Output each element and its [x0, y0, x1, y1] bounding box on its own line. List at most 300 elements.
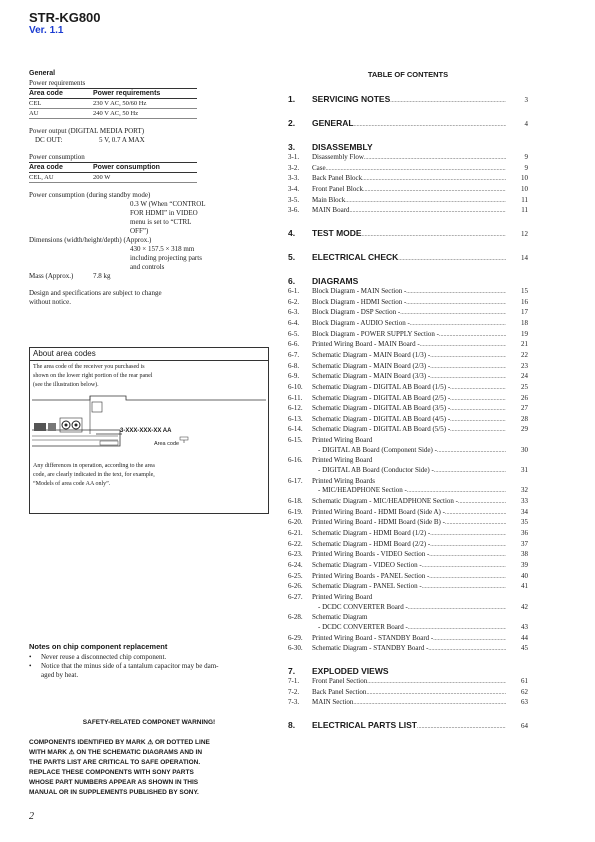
toc-chapter-link[interactable]	[288, 665, 528, 677]
toc-item-link[interactable]	[288, 644, 528, 655]
dot-leader	[326, 165, 506, 175]
toc-body	[288, 81, 528, 733]
toc-item-link[interactable]	[288, 677, 528, 688]
toc-item-link[interactable]	[288, 436, 528, 446]
item-title: Schematic Diagram - MAIN Board (3/3) -	[312, 372, 431, 381]
item-page: 17	[521, 308, 528, 317]
item-title: Disassembly Flow	[312, 153, 364, 161]
item-number: 6-9.	[288, 372, 300, 381]
dot-leader	[408, 624, 506, 634]
dot-leader	[406, 288, 506, 298]
chapter-number: 3.	[288, 142, 296, 152]
item-number: 6-20.	[288, 518, 303, 527]
toc-item-link[interactable]	[288, 550, 528, 561]
toc-item-link[interactable]	[288, 164, 528, 175]
toc-chapter-link[interactable]	[288, 141, 528, 153]
design-notice	[29, 289, 269, 307]
item-page: 43	[521, 622, 528, 631]
dot-leader	[450, 426, 506, 436]
mass-value: 7.8 kg	[93, 272, 111, 280]
dot-leader	[398, 253, 506, 265]
dot-leader	[430, 541, 506, 551]
text-line: code, are clearly indicated in the text, for example,	[33, 472, 155, 478]
item-number: 7-3.	[288, 698, 300, 707]
bullet-icon: •	[29, 653, 32, 661]
dot-leader	[430, 373, 506, 383]
column-header: Power requirements	[93, 89, 197, 99]
text-line: The area code of the receiver you purchased is	[33, 364, 145, 370]
item-page: 28	[521, 414, 528, 423]
dot-leader	[390, 95, 506, 107]
dot-leader	[364, 154, 506, 164]
rear-panel-drawing	[30, 390, 268, 460]
chapter-title: DIAGRAMS	[312, 275, 359, 286]
dot-leader	[445, 519, 506, 529]
item-title: Schematic Diagram - HDMI Board (1/2) -	[312, 529, 431, 538]
dot-leader	[422, 562, 506, 572]
item-number: 6-16.	[288, 456, 303, 465]
toc-item-link[interactable]	[288, 456, 528, 466]
toc-chapter-link[interactable]	[288, 251, 528, 265]
item-title: - DCDC CONVERTER Board -	[318, 622, 408, 631]
dot-leader	[450, 395, 506, 405]
text-line: WHOSE PART NUMBERS APPEAR AS SHOWN IN THIS	[29, 779, 199, 786]
item-title: Schematic Diagram - DIGITAL AB Board (5/5) -	[312, 425, 451, 434]
item-title: Schematic Diagram - PANEL Section -	[312, 582, 422, 591]
dot-leader	[362, 175, 506, 185]
chapter-page: 4	[524, 120, 528, 128]
dot-leader	[450, 384, 506, 394]
toc-item-link[interactable]	[288, 287, 528, 298]
bullet-icon: •	[29, 662, 32, 670]
item-page: 42	[521, 602, 528, 611]
standby-value	[29, 200, 269, 236]
item-number: 6-15.	[288, 436, 303, 445]
dc-out-value: 5 V, 0.7 A MAX	[99, 136, 145, 144]
power-requirements-table	[29, 88, 197, 119]
column-header: Area code	[29, 89, 93, 99]
chapter-page: 3	[524, 96, 528, 104]
chapter-title: ELECTRICAL CHECK	[312, 251, 399, 262]
item-number: 6-28.	[288, 613, 303, 622]
item-title: Schematic Diagram - DIGITAL AB Board (2/5) -	[312, 393, 451, 402]
dot-leader	[430, 352, 506, 362]
chapter-number: 6.	[288, 275, 296, 286]
toc-item-link[interactable]	[288, 330, 528, 341]
dot-leader	[362, 229, 506, 241]
toc-item-link[interactable]	[288, 497, 528, 508]
list-item	[29, 653, 269, 662]
chapter-page: 64	[521, 721, 528, 730]
dot-leader	[350, 207, 506, 217]
dimensions-label: Dimensions (width/height/depth) (Approx.)	[29, 236, 152, 244]
toc-item-link[interactable]	[288, 593, 528, 603]
item-page: 61	[521, 676, 528, 685]
mass-label: Mass (Approx.)	[29, 272, 74, 280]
item-page: 33	[521, 497, 528, 506]
toc-item-link[interactable]	[288, 174, 528, 185]
item-page: 10	[521, 184, 528, 193]
item-title: Schematic Diagram - DIGITAL AB Board (1/5) -	[312, 382, 451, 391]
safety-warning	[29, 718, 269, 798]
item-title: Printed Wiring Board - HDMI Board (Side A) -	[312, 507, 445, 516]
item-title: Printed Wiring Board - STANDBY Board -	[312, 633, 434, 642]
table-row	[29, 173, 197, 183]
item-page: 34	[521, 507, 528, 516]
item-number: 3-2.	[288, 163, 300, 172]
item-title: Block Diagram - DSP Section -	[312, 308, 401, 317]
toc-item-link[interactable]	[288, 446, 528, 457]
area-codes-outro	[30, 460, 268, 489]
item-page: 19	[521, 329, 528, 338]
item-title: Block Diagram - MAIN Section -	[312, 286, 407, 295]
toc-item-link[interactable]	[288, 153, 528, 164]
item-number: 6-11.	[288, 393, 303, 402]
item-number: 6-22.	[288, 539, 303, 548]
text-line: and controls	[130, 263, 165, 271]
item-title: Printed Wiring Board - HDMI Board (Side B) -	[312, 518, 445, 527]
item-number: 6-10.	[288, 382, 303, 391]
text-line: (see the illustration below).	[33, 382, 99, 388]
item-title: Schematic Diagram - DIGITAL AB Board (3/5) -	[312, 404, 451, 413]
toc-item-link[interactable]	[288, 319, 528, 330]
item-title: MAIN Section	[312, 698, 354, 707]
dot-leader	[458, 498, 506, 508]
chapter-page: 14	[521, 253, 528, 262]
area-codes-box	[29, 347, 269, 514]
toc-item-link[interactable]	[288, 351, 528, 362]
toc-item-link[interactable]	[288, 466, 528, 477]
chapter-title: TEST MODE	[312, 227, 362, 238]
item-number: 6-8.	[288, 361, 300, 370]
toc-item-link[interactable]	[288, 698, 528, 709]
column-header: Power consumption	[93, 163, 197, 173]
text-line: menu is set to “CTRL	[130, 218, 192, 226]
item-title: Schematic Diagram - STANDBY Board -	[312, 644, 429, 653]
item-number: 6-29.	[288, 633, 303, 642]
item-number: 6-3.	[288, 308, 300, 317]
item-number: 6-30.	[288, 644, 303, 653]
toc-item-link[interactable]	[288, 206, 528, 217]
text-line: 430 × 157.5 × 318 mm	[130, 245, 195, 253]
toc-chapter-link[interactable]	[288, 275, 528, 287]
text-line: Notice that the minus side of a tantalum capacitor may be dam-	[41, 662, 219, 670]
chapter-number: 2.	[288, 118, 296, 128]
version-label: Ver. 1.1	[29, 25, 64, 36]
toc-chapter-link[interactable]	[288, 719, 528, 733]
item-title: Front Panel Block	[312, 184, 363, 193]
toc-item-link[interactable]	[288, 308, 528, 319]
table-cell: 240 V AC, 50 Hz	[93, 109, 197, 119]
item-title: Printed Wiring Board	[312, 436, 373, 445]
dot-leader	[410, 320, 506, 330]
dot-leader	[450, 416, 506, 426]
item-page: 22	[521, 350, 528, 359]
area-code-example: 3-XXX-XXX-XX AA	[120, 428, 172, 434]
dot-leader	[420, 341, 506, 351]
item-number: 7-1.	[288, 676, 300, 685]
item-page: 16	[521, 297, 528, 306]
text-line: MANUAL OR IN SUPPLEMENTS PUBLISHED BY SONY.	[29, 789, 199, 796]
chip-notes-heading: Notes on chip component replacement	[29, 642, 168, 651]
item-page: 37	[521, 539, 528, 548]
item-page: 45	[521, 644, 528, 653]
toc-item-link[interactable]	[288, 477, 528, 487]
chapter-number: 1.	[288, 94, 296, 104]
item-title: Printed Wiring Boards - PANEL Section -	[312, 571, 430, 580]
power-output-label: Power output (DIGITAL MEDIA PORT)	[29, 127, 145, 135]
toc-item-link[interactable]	[288, 196, 528, 207]
item-title: Front Panel Section	[312, 676, 368, 685]
toc-item-link[interactable]	[288, 572, 528, 583]
chapter-number: 5.	[288, 251, 296, 262]
text-line: COMPONENTS IDENTIFIED BY MARK ⚠ OR DOTTED LINE	[29, 739, 210, 746]
table-row	[29, 109, 197, 119]
item-number: 7-2.	[288, 687, 300, 696]
toc-item-link[interactable]	[288, 582, 528, 593]
dc-out-label: DC OUT:	[35, 136, 63, 144]
item-number: 6-26.	[288, 582, 303, 591]
dot-leader	[345, 197, 506, 207]
power-requirements-label: Power requirements	[29, 79, 86, 87]
item-number: 6-13.	[288, 414, 303, 423]
dot-leader	[407, 487, 506, 497]
item-page: 39	[521, 561, 528, 569]
item-page: 62	[521, 687, 528, 696]
dot-leader	[363, 186, 506, 196]
toc-item-link[interactable]	[288, 623, 528, 634]
text-line: “Models of area code AA only”.	[33, 481, 111, 487]
rear-panel-illustration	[30, 390, 268, 460]
text-line: including projecting parts	[130, 254, 202, 262]
chapter-number: 8.	[288, 719, 296, 730]
dot-leader	[430, 363, 506, 373]
toc-item-link[interactable]	[288, 561, 528, 572]
item-title: - DCDC CONVERTER Board -	[318, 602, 408, 611]
item-page: 10	[521, 174, 528, 183]
item-page: 27	[521, 404, 528, 413]
toc-item-link[interactable]	[288, 540, 528, 551]
dot-leader	[439, 331, 506, 341]
table-of-contents	[288, 69, 528, 733]
item-title: Schematic Diagram - MIC/HEADPHONE Section -	[312, 497, 458, 506]
toc-item-link[interactable]	[288, 518, 528, 529]
item-title: - MIC/HEADPHONE Section -	[318, 486, 407, 495]
text-line: Design and specifications are subject to change	[29, 289, 162, 297]
power-consumption-label: Power consumption	[29, 153, 85, 161]
toc-item-link[interactable]	[288, 383, 528, 394]
power-consumption-table	[29, 162, 197, 183]
dot-leader	[430, 530, 506, 540]
item-page: 11	[521, 206, 528, 215]
toc-item-link[interactable]	[288, 394, 528, 405]
toc-item-link[interactable]	[288, 603, 528, 614]
item-page: 9	[524, 153, 528, 161]
item-page: 23	[521, 361, 528, 370]
item-page: 44	[521, 633, 528, 642]
item-title: Block Diagram - AUDIO Section -	[312, 318, 410, 327]
table-cell: 200 W	[93, 173, 197, 183]
text-line: REPLACE THESE COMPONENTS WITH SONY PARTS	[29, 769, 194, 776]
item-page: 15	[521, 286, 528, 295]
toc-item-link[interactable]	[288, 634, 528, 645]
item-title: Block Diagram - HDMI Section -	[312, 297, 407, 306]
item-title: Block Diagram - POWER SUPPLY Section -	[312, 329, 439, 338]
item-number: 6-27.	[288, 592, 303, 601]
item-number: 6-24.	[288, 561, 303, 569]
model-name: STR-KG800	[29, 10, 101, 25]
dot-leader	[429, 551, 506, 561]
item-number: 3-3.	[288, 174, 300, 183]
dot-leader	[400, 309, 506, 319]
document-header	[29, 11, 101, 37]
chapter-title: ELECTRICAL PARTS LIST	[312, 719, 417, 730]
item-title: Printed Wiring Board - MAIN Board -	[312, 340, 420, 349]
text-line: shown on the lower right portion of the rear panel	[33, 373, 153, 379]
item-page: 41	[521, 582, 528, 591]
area-code-label: Area code	[154, 441, 180, 447]
dot-leader	[445, 509, 506, 519]
dot-leader	[367, 678, 506, 688]
item-page: 35	[521, 518, 528, 527]
general-specifications	[29, 69, 269, 307]
area-codes-title: About area codes	[30, 348, 268, 361]
item-page: 40	[521, 571, 528, 580]
dot-leader	[406, 299, 506, 309]
item-title: Back Panel Block	[312, 174, 363, 183]
toc-chapter-link[interactable]	[288, 117, 528, 131]
item-title: Printed Wiring Boards	[312, 476, 375, 485]
toc-item-link[interactable]	[288, 415, 528, 426]
toc-item-link[interactable]	[288, 529, 528, 540]
item-page: 24	[521, 372, 528, 381]
area-codes-intro	[30, 361, 268, 390]
item-number: 6-5.	[288, 329, 300, 338]
item-number: 3-1.	[288, 153, 300, 161]
toc-item-link[interactable]	[288, 425, 528, 436]
item-number: 6-23.	[288, 550, 303, 559]
chapter-title: SERVICING NOTES	[312, 94, 391, 104]
item-page: 9	[524, 163, 528, 172]
chapter-page: 12	[521, 229, 528, 238]
item-number: 6-21.	[288, 529, 303, 538]
item-title: Schematic Diagram - DIGITAL AB Board (4/5) -	[312, 414, 451, 423]
text-line: WITH MARK ⚠ ON THE SCHEMATIC DIAGRAMS AND IN	[29, 749, 203, 756]
item-title: Schematic Diagram - VIDEO Section -	[312, 561, 422, 569]
table-header-row	[29, 89, 197, 99]
item-page: 11	[521, 195, 528, 204]
table-header-row	[29, 163, 197, 173]
table-cell: CEL	[29, 99, 93, 109]
item-title: Schematic Diagram	[312, 613, 368, 622]
list-item	[29, 662, 269, 680]
item-title: Case	[312, 163, 326, 172]
item-page: 29	[521, 425, 528, 434]
item-title: MAIN Board	[312, 206, 350, 215]
dot-leader	[366, 689, 506, 699]
toc-chapter-link[interactable]	[288, 93, 528, 107]
dot-leader	[354, 119, 506, 131]
dot-leader	[408, 604, 506, 614]
column-header: Area code	[29, 163, 93, 173]
text-line: without notice.	[29, 298, 71, 306]
toc-item-link[interactable]	[288, 372, 528, 383]
dot-leader	[437, 447, 506, 457]
dot-leader	[428, 645, 506, 655]
text-line: THE PARTS LIST ARE CRITICAL TO SAFE OPERATION.	[29, 759, 201, 766]
item-page: 38	[521, 550, 528, 559]
table-cell: AU	[29, 109, 93, 119]
text-line: OFF”)	[130, 227, 149, 235]
item-title: - DIGITAL AB Board (Conductor Side) -	[318, 466, 434, 475]
toc-item-link[interactable]	[288, 613, 528, 623]
safety-heading: SAFETY-RELATED COMPONET WARNING!	[82, 719, 216, 726]
item-number: 6-4.	[288, 318, 300, 327]
dimensions-value	[29, 245, 269, 272]
chapter-number: 7.	[288, 665, 296, 676]
dot-leader	[429, 573, 506, 583]
item-page: 36	[521, 529, 528, 538]
item-title: Schematic Diagram - HDMI Board (2/2) -	[312, 539, 431, 548]
toc-item-link[interactable]	[288, 486, 528, 497]
table-row	[29, 99, 197, 109]
toc-item-link[interactable]	[288, 340, 528, 351]
item-title: Main Block	[312, 195, 346, 204]
item-number: 3-6.	[288, 206, 300, 215]
toc-item-link[interactable]	[288, 362, 528, 373]
dot-leader	[417, 721, 506, 733]
item-title: Printed Wiring Board	[312, 456, 373, 465]
toc-item-link[interactable]	[288, 688, 528, 699]
toc-item-link[interactable]	[288, 404, 528, 415]
chapter-title: GENERAL	[312, 118, 354, 128]
dc-out-row	[29, 136, 269, 145]
item-page: 30	[521, 445, 528, 454]
toc-item-link[interactable]	[288, 298, 528, 309]
item-number: 6-25.	[288, 571, 303, 580]
toc-item-link[interactable]	[288, 185, 528, 196]
item-title: Printed Wiring Boards - VIDEO Section -	[312, 550, 430, 559]
table-cell: CEL, AU	[29, 173, 93, 183]
item-page: 21	[521, 340, 528, 349]
item-page: 31	[521, 466, 528, 475]
text-line: FOR HDMI” in VIDEO	[130, 209, 198, 217]
mass-row	[29, 272, 269, 281]
item-page: 26	[521, 393, 528, 402]
item-number: 6-18.	[288, 497, 303, 506]
item-page: 18	[521, 318, 528, 327]
item-title: Schematic Diagram - MAIN Board (1/3) -	[312, 350, 431, 359]
chip-replacement-notes	[29, 641, 269, 680]
toc-item-link[interactable]	[288, 508, 528, 519]
item-page: 32	[521, 486, 528, 495]
table-cell: 230 V AC, 50/60 Hz	[93, 99, 197, 109]
item-title: Back Panel Section	[312, 687, 367, 696]
dot-leader	[433, 635, 506, 645]
general-heading: General	[29, 70, 56, 77]
item-number: 6-17.	[288, 476, 303, 485]
item-title: Printed Wiring Board	[312, 592, 373, 601]
item-number: 6-12.	[288, 404, 303, 413]
text-line: Never reuse a disconnected chip component.	[41, 653, 167, 661]
item-number: 3-5.	[288, 195, 300, 204]
dot-leader	[353, 699, 506, 709]
text-line: Any differences in operation, according to the area	[33, 463, 155, 469]
text-line: 0.3 W (When “CONTROL	[130, 200, 206, 208]
item-number: 3-4.	[288, 184, 300, 193]
toc-title: TABLE OF CONTENTS	[367, 70, 449, 79]
toc-chapter-link[interactable]	[288, 227, 528, 241]
